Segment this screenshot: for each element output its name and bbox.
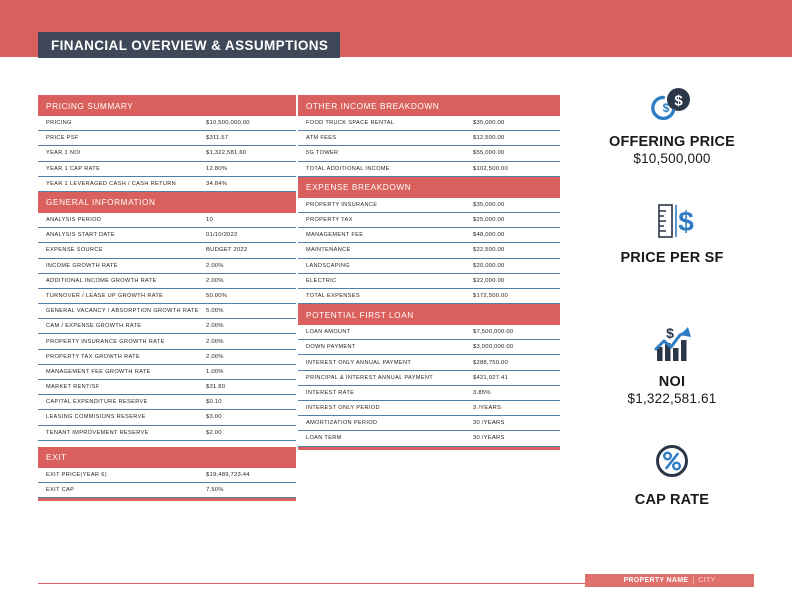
row-value: $0.10 <box>206 399 222 406</box>
callout-title: PRICE PER SF <box>620 250 724 266</box>
rows-potential-first-loan <box>298 325 560 447</box>
table-row <box>38 146 296 161</box>
table-row <box>298 228 560 243</box>
exit-bottom-rule <box>38 498 296 501</box>
row-label: EXIT CAP <box>46 487 75 494</box>
table-row <box>38 131 296 146</box>
row-label: YEAR 1 LEVERAGED CASH / CASH RETURN <box>46 180 177 187</box>
table-row <box>298 431 560 446</box>
row-label: ANALYSIS START DATE <box>46 232 115 239</box>
table-row <box>298 340 560 355</box>
callout-title: NOI <box>658 374 686 390</box>
table-row <box>38 426 296 441</box>
table-row <box>298 116 560 131</box>
row-value: $172,500.00 <box>473 292 508 299</box>
row-label: PRICE PSF <box>46 135 79 142</box>
left-column <box>38 95 296 501</box>
row-value: 01/10/2022 <box>206 232 238 239</box>
section-header-general-information: GENERAL INFORMATION <box>38 192 296 213</box>
rows-general-information <box>38 213 296 441</box>
row-label: MANAGEMENT FEE <box>306 232 364 239</box>
row-value: 3 /YEARS <box>473 405 502 412</box>
section-expense-breakdown <box>298 177 560 304</box>
row-label: PROPERTY INSURANCE <box>306 201 378 208</box>
table-row <box>298 289 560 304</box>
row-value: $35,000.00 <box>473 120 505 127</box>
section-header-expense-breakdown: EXPENSE BREAKDOWN <box>298 177 560 198</box>
row-value: $48,000.00 <box>473 232 505 239</box>
row-value: $311.57 <box>206 135 229 142</box>
row-label: INCOME GROWTH RATE <box>46 262 118 269</box>
row-value: 50.00% <box>206 292 228 299</box>
rows-pricing-summary <box>38 116 296 192</box>
table-row <box>298 416 560 431</box>
row-value: $19,489,723.44 <box>206 471 250 478</box>
section-potential-first-loan <box>298 304 560 450</box>
row-value: $7,500,000.00 <box>473 329 514 336</box>
row-value: $102,500.00 <box>473 165 508 172</box>
row-value: $3.00 <box>206 414 222 421</box>
row-value: $1,322,581.60 <box>206 150 247 157</box>
row-label: ADDITIONAL INCOME GROWTH RATE <box>46 277 157 284</box>
rows-other-income-breakdown <box>298 116 560 177</box>
row-value: $22,000.00 <box>473 277 505 284</box>
row-value: 30 /YEARS <box>473 435 505 442</box>
row-value: $55,000.00 <box>473 150 505 157</box>
section-header-potential-first-loan: POTENTIAL FIRST LOAN <box>298 304 560 325</box>
rows-exit <box>38 468 296 498</box>
callout-value: $1,322,581.61 <box>627 391 717 406</box>
row-label: TOTAL EXPENSES <box>306 292 360 299</box>
row-value: $2.00 <box>206 429 222 436</box>
footer-city: CITY <box>698 577 716 584</box>
table-row <box>38 116 296 131</box>
row-value: 34.84% <box>206 180 228 187</box>
row-value: 2.00% <box>206 323 224 330</box>
two-coins-dollar-icon <box>574 82 770 128</box>
callout-title: CAP RATE <box>634 492 710 508</box>
row-label: LANDSCAPING <box>306 262 350 269</box>
table-row <box>298 371 560 386</box>
row-label: LEASING COMMISIONS RESERVE <box>46 414 146 421</box>
row-label: TOTAL ADDITIONAL INCOME <box>306 165 390 172</box>
section-general-information <box>38 192 296 441</box>
table-row <box>298 213 560 228</box>
row-label: PRICING <box>46 120 72 127</box>
section-pricing-summary <box>38 95 296 192</box>
growth-chart-dollar-icon <box>574 322 770 368</box>
table-row <box>38 468 296 483</box>
row-label: MANAGEMENT FEE GROWTH RATE <box>46 368 151 375</box>
svg-text:$: $ <box>674 92 683 110</box>
section-header-exit: EXIT <box>38 447 296 468</box>
row-value: $35,000.00 <box>473 201 505 208</box>
table-row <box>38 177 296 192</box>
row-label: AMORTIZATION PERIOD <box>306 420 378 427</box>
row-value: $3,000,000.00 <box>473 344 514 351</box>
section-exit <box>38 447 296 501</box>
table-row <box>38 334 296 349</box>
row-value: 7.50% <box>206 487 224 494</box>
row-label: PRINCIPAL & INTEREST ANNUAL PAYMENT <box>306 374 434 381</box>
row-value: 3.85% <box>473 389 491 396</box>
row-value: $20,000.00 <box>473 262 505 269</box>
row-label: FOOD TRUCK SPACE RENTAL <box>306 120 395 127</box>
table-row <box>298 162 560 177</box>
table-row <box>298 355 560 370</box>
row-label: INTEREST RATE <box>306 389 355 396</box>
table-row <box>38 304 296 319</box>
row-label: EXPENSE SOURCE <box>46 247 103 254</box>
row-label: TENANT IMPROVEMENT RESERVE <box>46 429 149 436</box>
callout-cap-rate <box>574 440 770 509</box>
table-row <box>298 259 560 274</box>
row-label: ELECTRIC <box>306 277 337 284</box>
row-value: 12.80% <box>206 165 228 172</box>
callout-noi <box>574 322 770 406</box>
ruler-dollar-icon <box>574 198 770 244</box>
table-row <box>38 350 296 365</box>
row-value: $12,500.00 <box>473 135 505 142</box>
row-label: ANALYSIS PERIOD <box>46 217 102 224</box>
table-row <box>38 243 296 258</box>
row-label: 5G TOWER <box>306 150 339 157</box>
svg-text:$: $ <box>662 101 670 115</box>
table-row <box>298 198 560 213</box>
table-row <box>298 146 560 161</box>
table-row <box>38 365 296 380</box>
row-value: $288,750.00 <box>473 359 508 366</box>
row-label: CAPITAL EXPENDITURE RESERVE <box>46 399 148 406</box>
row-label: MARKET RENT/SF <box>46 384 100 391</box>
table-row <box>38 395 296 410</box>
loan-bottom-rule <box>298 447 560 450</box>
row-value: $31.80 <box>206 384 226 391</box>
table-row <box>298 325 560 340</box>
table-row <box>38 213 296 228</box>
row-value: 2.00% <box>206 338 224 345</box>
callout-value: $10,500,000 <box>633 151 711 166</box>
row-label: EXIT PRICE(YEAR 6) <box>46 471 107 478</box>
page-title-plate <box>38 32 340 58</box>
row-label: INTEREST ONLY PERIOD <box>306 405 380 412</box>
row-label: PROPERTY TAX GROWTH RATE <box>46 353 140 360</box>
row-label: CAM / EXPENSE GROWTH RATE <box>46 323 142 330</box>
row-value: 1.00% <box>206 368 224 375</box>
row-label: YEAR 1 NOI <box>46 150 81 157</box>
table-row <box>298 243 560 258</box>
row-value: 30 /YEARS <box>473 420 505 427</box>
table-row <box>38 380 296 395</box>
table-row <box>38 289 296 304</box>
section-header-pricing-summary: PRICING SUMMARY <box>38 95 296 116</box>
row-value: 2.00% <box>206 262 224 269</box>
table-row <box>298 386 560 401</box>
row-value: $25,000.00 <box>473 217 505 224</box>
footer-property-name: PROPERTY NAME <box>623 577 689 584</box>
row-label: LOAN TERM <box>306 435 342 442</box>
row-value: 5.00% <box>206 308 224 315</box>
row-value: $421,927.41 <box>473 374 508 381</box>
row-label: TURNOVER / LEASE UP GROWTH RATE <box>46 292 164 299</box>
table-row <box>38 319 296 334</box>
table-row <box>298 131 560 146</box>
percent-circle-icon <box>574 440 770 486</box>
section-header-other-income-breakdown: OTHER INCOME BREAKDOWN <box>298 95 560 116</box>
row-label: PROPERTY TAX <box>306 217 353 224</box>
callout-offering-price <box>574 82 770 166</box>
row-value: 2.00% <box>206 353 224 360</box>
row-label: MAINTENANCE <box>306 247 351 254</box>
middle-column <box>298 95 560 450</box>
table-row <box>298 401 560 416</box>
row-value: 10 <box>206 217 213 224</box>
footer-divider-glyph: | <box>692 576 695 585</box>
table-row <box>38 274 296 289</box>
svg-text:$: $ <box>666 325 674 341</box>
page-title: FINANCIAL OVERVIEW & ASSUMPTIONS <box>51 37 329 53</box>
table-row <box>38 410 296 425</box>
table-row <box>298 274 560 289</box>
row-value: $22,500.00 <box>473 247 505 254</box>
row-label: INTEREST ONLY ANNUAL PAYMENT <box>306 359 412 366</box>
row-value: BUDGET 2022 <box>206 247 248 254</box>
row-label: PROPERTY INSURANCE GROWTH RATE <box>46 338 165 345</box>
callout-title: OFFERING PRICE <box>608 134 736 150</box>
row-value: 2.00% <box>206 277 224 284</box>
svg-text:$: $ <box>678 206 694 237</box>
row-value: $10,500,000.00 <box>206 120 250 127</box>
rows-expense-breakdown <box>298 198 560 304</box>
table-row <box>38 228 296 243</box>
row-label: LOAN AMOUNT <box>306 329 351 336</box>
footer-property-plate <box>585 574 754 587</box>
row-label: GENERAL VACANCY / ABSORPTION GROWTH RATE <box>46 308 199 315</box>
row-label: ATM FEES <box>306 135 337 142</box>
table-row <box>38 162 296 177</box>
table-row <box>38 483 296 498</box>
row-label: YEAR 1 CAP RATE <box>46 165 101 172</box>
section-other-income-breakdown <box>298 95 560 177</box>
callout-price-per-sf <box>574 198 770 267</box>
row-label: DOWN PAYMENT <box>306 344 356 351</box>
table-row <box>38 259 296 274</box>
